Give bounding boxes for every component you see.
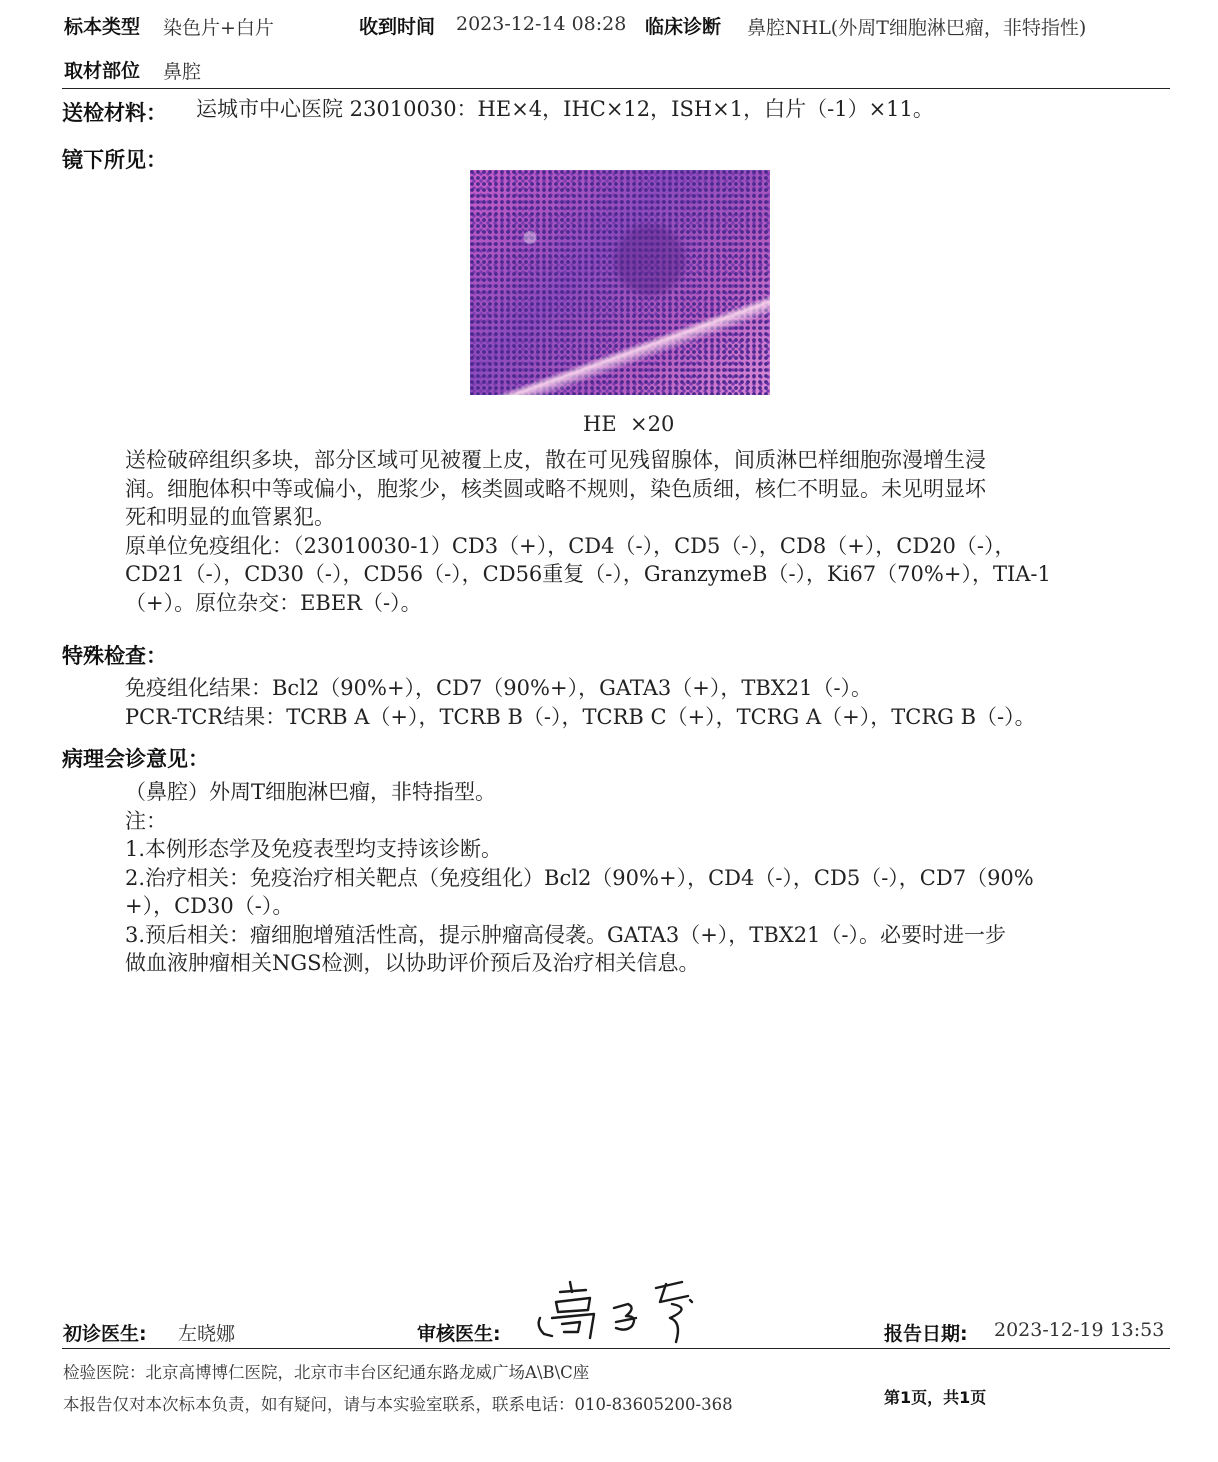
microscopy-description	[125, 446, 1160, 617]
clinical-diagnosis-value: 鼻腔NHL(外周T细胞淋巴瘤，非特指性)	[747, 17, 1087, 39]
special-exam-label: 特殊检查：	[62, 644, 167, 668]
site-value: 鼻腔	[163, 61, 202, 83]
specimen-type-value: 染色片+白片	[163, 17, 274, 39]
opinion-line: 1.本例形态学及免疫表型均支持该诊断。	[125, 837, 503, 861]
received-time-value: 2023-12-14 08:28	[456, 13, 627, 35]
reviewer-signature	[532, 1278, 702, 1346]
opinion-line: （鼻腔）外周T细胞淋巴瘤，非特指型。	[125, 780, 497, 804]
microscopy-label: 镜下所见：	[62, 148, 167, 172]
microscopy-line: 死和明显的血管累犯。	[125, 505, 335, 529]
disclaimer: 本报告仅对本次标本负责，如有疑问，请与本实验室联系，联系电话：010-83605200-368	[63, 1395, 733, 1414]
microscopy-line: 送检破碎组织多块，部分区域可见被覆上皮，散在可见残留腺体，间质淋巴样细胞弥漫增生浸	[125, 448, 986, 472]
hospital-info: 检验医院：北京高博博仁医院，北京市丰台区纪通东路龙威广场A\B\C座	[63, 1363, 590, 1382]
specimen-type-label: 标本类型	[64, 16, 141, 38]
header-divider	[62, 88, 1170, 89]
clinical-diagnosis-label: 临床诊断	[645, 16, 722, 38]
microscopy-line: CD21（-），CD30（-），CD56（-），CD56重复（-），GranzymeB（-），Ki67（70%+），TIA-1	[125, 562, 1051, 586]
initial-doctor-label: 初诊医生:	[63, 1323, 147, 1345]
site-label: 取材部位	[64, 60, 141, 82]
microscopy-line: 润。细胞体积中等或偏小，胞浆少，核类圆或略不规则，染色质细，核仁不明显。未见明显坏	[125, 476, 986, 501]
opinion-line: 3.预后相关：瘤细胞增殖活性高，提示肿瘤高侵袭。GATA3（+），TBX21（-）。必要时进一步	[125, 922, 1007, 947]
opinion-line: 2.治疗相关：免疫治疗相关靶点（免疫组化）Bcl2（90%+），CD4（-），CD5（-），CD7（90%	[125, 865, 1034, 890]
consultation-opinion-label: 病理会诊意见：	[62, 747, 209, 771]
special-exam-line: PCR-TCR结果：TCRB A（+），TCRB B（-），TCRB C（+），TCRG A（+），TCRG B（-）。	[125, 704, 1036, 729]
opinion-line: 注：	[125, 808, 167, 833]
report-date-value: 2023-12-19 13:53	[994, 1319, 1165, 1341]
page-number: 第1页，共1页	[884, 1388, 987, 1407]
reviewer-label: 审核医生:	[417, 1323, 501, 1345]
received-time-label: 收到时间	[359, 16, 436, 38]
image-caption: HE ×20	[583, 412, 675, 436]
consultation-opinion	[125, 778, 1160, 978]
he-stain-micrograph	[470, 170, 770, 395]
special-exam-results	[125, 674, 1160, 731]
opinion-line: +），CD30（-）。	[125, 894, 294, 918]
opinion-line: 做血液肿瘤相关NGS检测，以协助评价预后及治疗相关信息。	[125, 951, 700, 975]
material-value: 运城市中心医院 23010030：HE×4，IHC×12，ISH×1，白片（-1）×11。	[196, 97, 934, 121]
microscopy-line: （+）。原位杂交：EBER（-）。	[125, 590, 422, 615]
special-exam-line: 免疫组化结果：Bcl2（90%+），CD7（90%+），GATA3（+），TBX21（-）。	[125, 676, 873, 700]
material-label: 送检材料：	[62, 101, 167, 125]
microscopy-line: 原单位免疫组化：（23010030-1）CD3（+），CD4（-），CD5（-），CD8（+），CD20（-），	[125, 533, 1016, 558]
footer-divider	[62, 1348, 1170, 1349]
report-date-label: 报告日期:	[884, 1323, 968, 1345]
initial-doctor-value: 左晓娜	[178, 1323, 236, 1345]
